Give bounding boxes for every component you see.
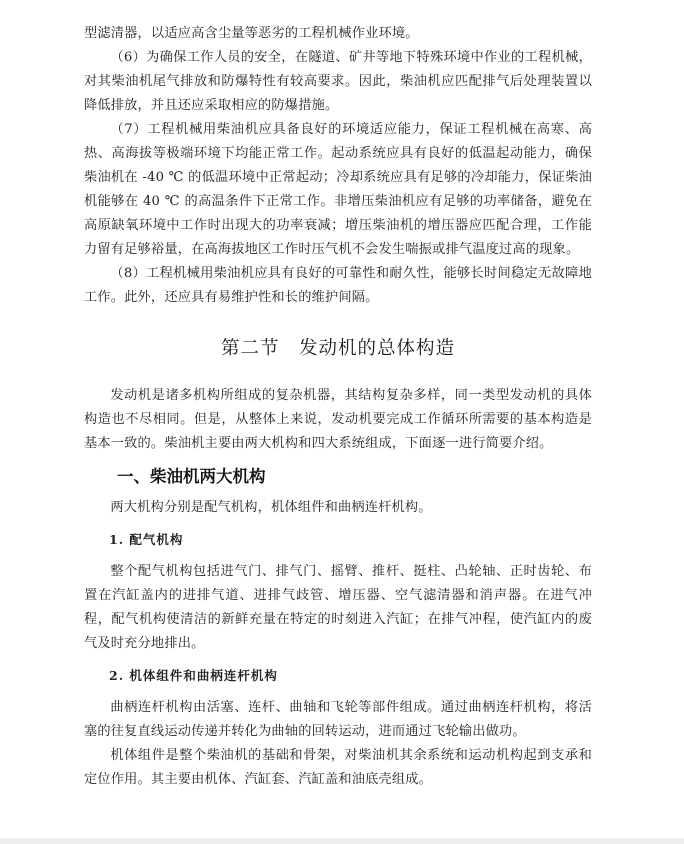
heading-two-mechanisms: 一、柴油机两大机构	[117, 467, 266, 486]
section-title: 第二节 发动机的总体构造	[220, 338, 455, 359]
paragraph-two-mechanisms: 两大机构分别是配气机构，机体组件和曲柄连杆机构。	[110, 500, 432, 515]
paragraph-crank: 曲柄连杆机构由活塞、连杆、曲轴和飞轮等部件组成。通过曲柄连杆机构，将活塞的往复直线运动传递并转化为曲轴的回转运动，进而通过飞轮输出做功。	[84, 700, 592, 739]
paragraph-body: 机体组件是整个柴油机的基础和骨架，对柴油机其余系统和运动机构起到支承和定位作用。其主要由机体、汽缸套、汽缸盖和油底壳组成。	[84, 748, 592, 787]
paragraph-item-6: （6）为确保工作人员的安全，在隧道、矿井等地下特殊环境中作业的工程机械，对其柴油机尾气排放和防爆特性有较高要求。因此，柴油机应匹配排气后处理装置以降低排放，并且还应采取相应的防爆措施。	[84, 50, 592, 113]
paragraph-item-8: （8）工程机械用柴油机应具有良好的可靠性和耐久性，能够长时间稳定无故障地工作。此外，还应具有易维护性和长的维护间隔。	[84, 266, 592, 305]
paragraph-valve-train: 整个配气机构包括进气门、排气门、摇臂、推杆、挺柱、凸轮轴、正时齿轮、布置在汽缸盖内的进排气道、进排气歧管、增压器、空气滤清器和消声器。在进气冲程，配气机构使清洁的新鲜充量在特定的时刻进入汽缸；在排气冲程，使汽缸内的废气及时充分地排出。	[84, 564, 592, 651]
paragraph-continuation: 型滤清器，以适应高含尘量等恶劣的工程机械作业环境。	[84, 26, 419, 41]
heading-valve-train: 1. 配气机构	[109, 532, 184, 547]
page-bottom-divider	[0, 838, 684, 844]
paragraph-intro: 发动机是诸多机构所组成的复杂机器，其结构复杂多样，同一类型发动机的具体构造也不尽相同。但是，从整体上来说，发动机要完成工作循环所需要的基本构造是基本一致的。柴油机主要由两大机构和四大系统组成，下面逐一进行简要介绍。	[84, 388, 592, 451]
paragraph-item-7: （7）工程机械用柴油机应具备良好的环境适应能力，保证工程机械在高寒、高热、高海拔等极端环境下均能正常工作。起动系统应具有良好的低温起动能力，确保柴油机在 -40 ℃ 的低温环境中正常起动；冷却系统应具有足够的冷却能力，保证柴油机能够在 40 ℃ 的高温条件下正常工作。非增压柴油机应有足够的功率储备，避免在高原缺氧环境中工作时出现大的功率衰减；增压柴油机的增压器应匹配合理，工作能力留有足够裕量，在高海拔地区工作时压气机不会发生喘振或排气温度过高的现象。	[84, 122, 592, 257]
heading-body-crank: 2. 机体组件和曲柄连杆机构	[109, 668, 278, 683]
